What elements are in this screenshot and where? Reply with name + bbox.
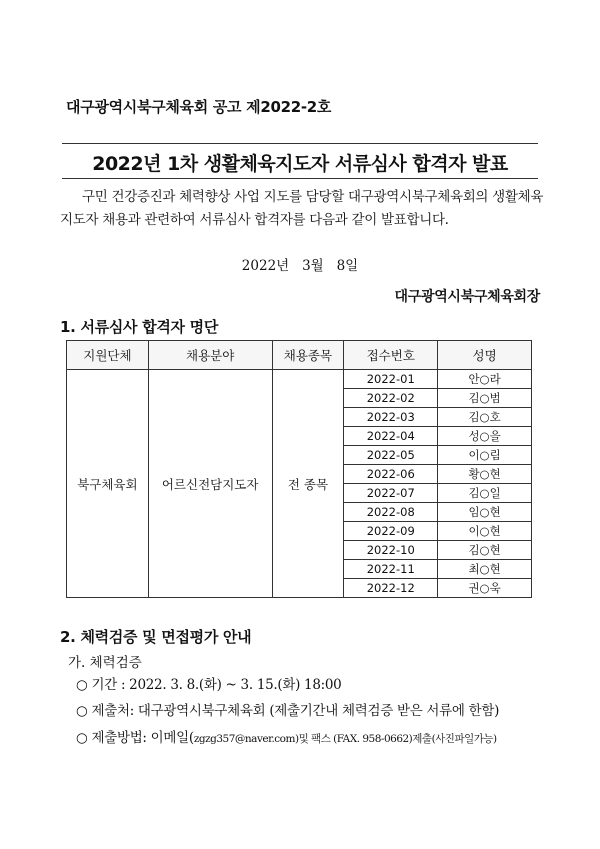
applicant-name: 이○림 bbox=[438, 446, 532, 465]
organization-cell: 북구체육회 bbox=[67, 370, 149, 598]
title-rule-top bbox=[62, 143, 538, 144]
title-rule-bottom bbox=[62, 178, 538, 179]
method-suffix: )및 팩스 (FAX. 958-0662)제출(사진파일가능) bbox=[294, 733, 497, 745]
table-row bbox=[67, 370, 532, 389]
applicant-name: 황○현 bbox=[438, 465, 532, 484]
applicant-name: 김○현 bbox=[438, 541, 532, 560]
application-number: 2022-08 bbox=[344, 503, 438, 522]
column-header: 채용분야 bbox=[148, 341, 272, 370]
application-number: 2022-03 bbox=[344, 408, 438, 427]
intro-paragraph: 구민 건강증진과 체력향상 사업 지도를 담당할 대구광역시북구체육회의 생활체육지도자 채용과 관련하여 서류심사 합격자를 다음과 같이 발표합니다. bbox=[60, 189, 544, 228]
application-number: 2022-04 bbox=[344, 427, 438, 446]
column-header: 성명 bbox=[438, 341, 532, 370]
application-number: 2022-09 bbox=[344, 522, 438, 541]
field-cell: 어르신전담지도자 bbox=[148, 370, 272, 598]
event-cell: 전 종목 bbox=[272, 370, 344, 598]
announcement-date: 2022년 3월 8일 bbox=[241, 258, 359, 274]
application-number: 2022-07 bbox=[344, 484, 438, 503]
application-number: 2022-06 bbox=[344, 465, 438, 484]
applicant-name: 김○일 bbox=[438, 484, 532, 503]
application-number: 2022-02 bbox=[344, 389, 438, 408]
applicant-name: 최○현 bbox=[438, 560, 532, 579]
notice-number: 대구광역시북구체육회 공고 제2022-2호 bbox=[66, 98, 332, 116]
section2-heading: 2. 체력검증 및 면접평가 안내 bbox=[60, 628, 252, 646]
signer: 대구광역시북구체육회장 bbox=[394, 289, 540, 305]
column-header: 지원단체 bbox=[67, 341, 149, 370]
application-number: 2022-10 bbox=[344, 541, 438, 560]
applicant-name: 김○호 bbox=[438, 408, 532, 427]
email-address: zgzg357@naver.com bbox=[193, 733, 295, 745]
method-prefix: ○ 제출방법: 이메일( bbox=[76, 730, 194, 746]
applicant-name: 김○범 bbox=[438, 389, 532, 408]
column-header: 접수번호 bbox=[344, 341, 438, 370]
applicant-name: 이○현 bbox=[438, 522, 532, 541]
applicant-table bbox=[66, 340, 532, 598]
application-number: 2022-12 bbox=[344, 579, 438, 598]
section2-subheading: 가. 체력검증 bbox=[68, 655, 142, 671]
submit-to-item: ○ 제출처: 대구광역시북구체육회 (제출기간내 체력검증 받은 서류에 한함) bbox=[76, 703, 500, 719]
application-number: 2022-01 bbox=[344, 370, 438, 389]
document-title: 2022년 1차 생활체육지도자 서류심사 합격자 발표 bbox=[92, 153, 508, 175]
period-item: ○ 기간 : 2022. 3. 8.(화) ~ 3. 15.(화) 18:00 bbox=[76, 677, 342, 693]
applicant-name: 성○을 bbox=[438, 427, 532, 446]
section1-heading: 1. 서류심사 합격자 명단 bbox=[60, 318, 219, 336]
applicant-name: 안○라 bbox=[438, 370, 532, 389]
table-header-row bbox=[67, 341, 532, 370]
application-number: 2022-11 bbox=[344, 560, 438, 579]
application-number: 2022-05 bbox=[344, 446, 438, 465]
column-header: 채용종목 bbox=[272, 341, 344, 370]
method-item bbox=[76, 726, 497, 746]
applicant-name: 권○욱 bbox=[438, 579, 532, 598]
applicant-name: 임○현 bbox=[438, 503, 532, 522]
